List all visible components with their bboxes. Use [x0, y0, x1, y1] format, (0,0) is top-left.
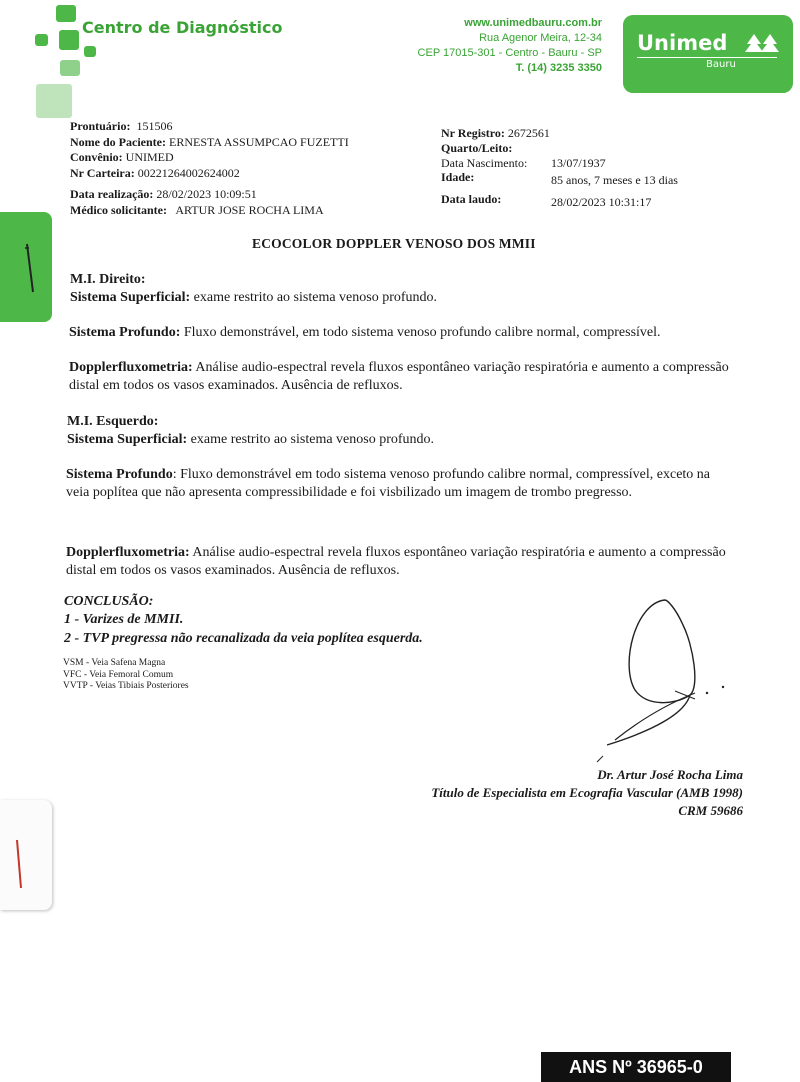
abbr-vfc: VFC - Veia Femoral Comum [63, 669, 174, 680]
left-superficial [67, 431, 434, 449]
left-doppler [66, 544, 731, 580]
right-superficial-label: Sistema Superficial: [70, 290, 191, 305]
brand-name: Centro de Diagnóstico [82, 18, 283, 37]
abbr-vsm: VSM - Veia Safena Magna [63, 658, 166, 668]
side-tab-green [0, 212, 52, 322]
idade-label: Idade: [441, 170, 475, 184]
carteira-label: Nr Carteira: [70, 165, 135, 180]
left-profundo-label: Sistema Profundo [66, 467, 173, 482]
report-title: ECOCOLOR DOPPLER VENOSO DOS MMII [252, 236, 536, 251]
right-limb-heading: M.I. Direito: [70, 272, 146, 287]
handwritten-signature [595, 595, 735, 765]
unimed-logo-city: Bauru [706, 59, 736, 70]
address-line1: Rua Agenor Meira, 12-34 [479, 32, 602, 44]
nascimento-value: 13/07/1937 [551, 156, 606, 170]
patient-name-label: Nome do Paciente: [70, 134, 166, 149]
right-superficial [70, 289, 437, 307]
tree-icon [745, 32, 779, 56]
unimed-logo-divider [637, 57, 777, 58]
right-doppler [69, 359, 734, 395]
laudo-label: Data laudo: [441, 192, 502, 206]
contact-block [418, 16, 602, 76]
abbr-vvtp: VVTP - Veias Tibiais Posteriores [63, 681, 189, 691]
convenio-label: Convênio: [70, 150, 123, 164]
exam-info-left [70, 187, 324, 218]
abbreviations [63, 658, 189, 693]
left-superficial-label: Sistema Superficial: [67, 432, 188, 447]
carteira-value: 00221264002624002 [137, 165, 240, 180]
address-line2: CEP 17015-301 - Centro - Bauru - SP [417, 47, 602, 59]
laudo-value: 28/02/2023 10:31:17 [551, 195, 652, 209]
conclusion-item-2: 2 - TVP pregressa não recanalizada da veia poplítea esquerda. [64, 631, 423, 646]
signer-name: Dr. Artur José Rocha Lima [597, 767, 743, 782]
tab-mark-red-icon [0, 800, 52, 910]
prontuario-label: Prontuário: [70, 119, 131, 133]
right-profundo-label: Sistema Profundo: [69, 325, 181, 340]
registro-row [441, 126, 550, 142]
left-superficial-text: exame restrito ao sistema venoso profundo. [187, 432, 435, 447]
left-profundo-text: : Fluxo demonstrável em todo sistema venoso profundo calibre normal, compressível, exceto na veia poplítea que não apresenta compressibilidade e foi visbilizado um imagem de trombo pregresso. [66, 467, 711, 500]
right-doppler-text: Análise audio-espectral revela fluxos espontâneo variação respiratória e aumento a compressão distal em todos os vasos examinados. Ausência de refluxos. [69, 360, 729, 393]
unimed-logo-name: Unimed [637, 31, 728, 55]
left-doppler-text: Análise audio-espectral revela fluxos espontâneo variação respiratória e aumento a compressão distal em todos os vasos examinados. Ausência de refluxos. [66, 545, 726, 578]
conclusion-item-1: 1 - Varizes de MMII. [64, 612, 184, 627]
prontuario-value: 151506 [136, 119, 173, 133]
medico-value: ARTUR JOSE ROCHA LIMA [175, 202, 324, 217]
right-superficial-text: exame restrito ao sistema venoso profundo. [190, 290, 438, 305]
quarto-row [441, 141, 512, 157]
left-profundo [66, 466, 731, 502]
left-doppler-label: Dopplerfluxometria: [66, 545, 190, 560]
signer-block [431, 766, 743, 820]
right-profundo-text: Fluxo demonstrável, em todo sistema venoso profundo calibre normal, compressível. [180, 325, 661, 340]
convenio-value: UNIMED [125, 150, 174, 164]
medico-label: Médico solicitante: [70, 202, 167, 217]
idade-value: 85 anos, 7 meses e 13 dias [551, 173, 678, 187]
side-tab-white [0, 800, 52, 910]
realizacao-value: 28/02/2023 10:09:51 [156, 187, 257, 201]
patient-name-value: ERNESTA ASSUMPCAO FUZETTI [168, 134, 349, 149]
realizacao-label: Data realização: [70, 187, 154, 201]
website: www.unimedbauru.com.br [464, 17, 602, 29]
registro-label: Nr Registro: [441, 126, 505, 140]
left-limb-heading: M.I. Esquerdo: [67, 414, 159, 429]
quarto-label: Quarto/Leito: [441, 141, 513, 155]
patient-info-left [70, 119, 349, 181]
registro-value: 2672561 [507, 126, 550, 140]
conclusion-heading: CONCLUSÃO: [64, 594, 154, 609]
right-doppler-label: Dopplerfluxometria: [69, 360, 193, 375]
signer-title: Título de Especialista em Ecografia Vascular (AMB 1998) [431, 785, 743, 800]
ans-registration-badge: ANS Nº 36965-0 [541, 1052, 731, 1082]
nascimento-label: Data Nascimento: [441, 156, 528, 170]
phone: T. (14) 3235 3350 [515, 62, 602, 74]
tab-mark-icon [0, 212, 52, 322]
right-profundo [69, 324, 661, 342]
signer-crm: CRM 59686 [678, 803, 743, 818]
